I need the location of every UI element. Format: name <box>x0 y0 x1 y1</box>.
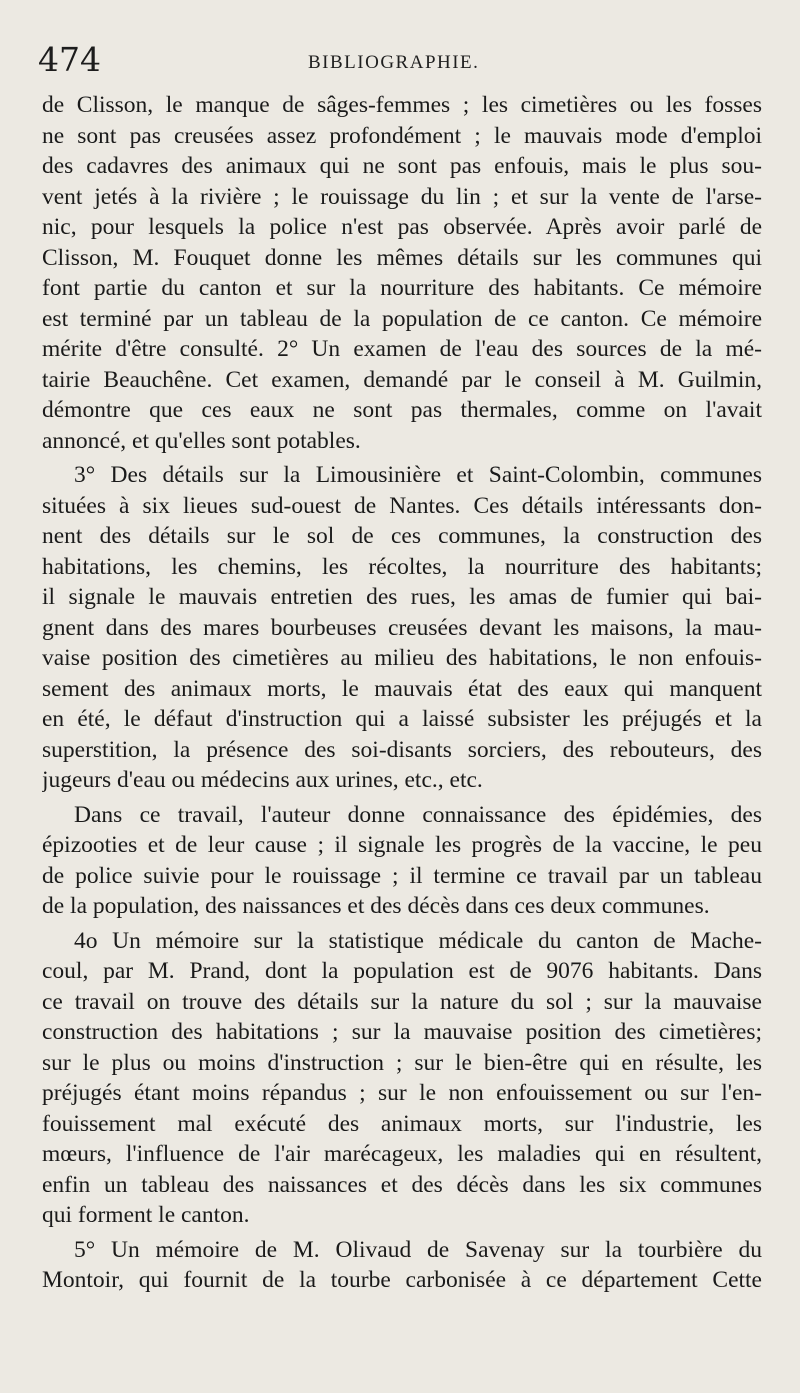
text-line: nent des détails sur le sol de ces communes, la construction des <box>42 523 762 549</box>
paragraph <box>42 1235 762 1296</box>
text-line: font partie du canton et sur la nourriture des habitants. Ce mémoire <box>42 275 762 301</box>
text-line: 4o Un mémoire sur la statistique médicale du canton de Mache- <box>74 927 762 954</box>
text-line: 3° Des détails sur la Limousinière et Saint-Colombin, communes <box>74 462 762 488</box>
text-line: ce travail on trouve des détails sur la nature du sol ; sur la mauvaise <box>42 988 762 1015</box>
text-line: 5° Un mémoire de M. Olivaud de Savenay sur la tourbière du <box>74 1236 762 1263</box>
text-line: fouissement mal exécuté des animaux morts, sur l'industrie, les <box>42 1110 762 1137</box>
text-line: sement des animaux morts, le mauvais état des eaux qui manquent <box>42 675 762 702</box>
paragraph <box>42 90 762 456</box>
text-line: en été, le défaut d'instruction qui a laissé subsister les préjugés et la <box>42 706 762 732</box>
text-line: jugeurs d'eau ou médecins aux urines, etc., etc. <box>42 767 483 793</box>
text-line: mérite d'être consulté. 2° Un examen de l'eau des sources de la mé- <box>42 336 762 362</box>
text-line: annoncé, et qu'elles sont potables. <box>42 427 361 454</box>
text-line: Clisson, M. Fouquet donne les mêmes détails sur les communes qui <box>42 244 762 271</box>
text-line: Dans ce travail, l'auteur donne connaissance des épidémies, des <box>74 801 762 828</box>
text-line: habitations, les chemins, les récoltes, la nourriture des habitants; <box>42 553 762 580</box>
text-line: épizooties et de leur cause ; il signale les progrès de la vaccine, le peu <box>42 832 762 858</box>
text-line: il signale le mauvais entretien des rues, les amas de fumier qui bai- <box>42 584 762 610</box>
running-head: BIBLIOGRAPHIE. <box>308 52 480 73</box>
text-line: coul, par M. Prand, dont la population est de 9076 habitants. Dans <box>42 958 762 984</box>
text-line: ne sont pas creusées assez profondément ; le mauvais mode d'emploi <box>42 122 762 149</box>
text-line: construction des habitations ; sur la mauvaise position des cimetières; <box>42 1019 762 1045</box>
text-line: qui forment le canton. <box>42 1202 250 1228</box>
text-line: Montoir, qui fournit de la tourbe carbonisée à ce département Cette <box>42 1267 762 1293</box>
page-number: 474 <box>38 40 101 79</box>
text-line: gnent dans des mares bourbeuses creusées devant les maisons, la mau- <box>42 614 762 641</box>
text-line: vent jetés à la rivière ; le rouissage du lin ; et sur la vente de l'arse- <box>42 183 762 210</box>
paragraph <box>42 800 762 922</box>
text-line: mœurs, l'influence de l'air marécageux, les maladies qui en résultent, <box>42 1141 762 1167</box>
text-line: tairie Beauchêne. Cet examen, demandé par le conseil à M. Guilmin, <box>42 366 762 393</box>
text-line: des cadavres des animaux qui ne sont pas enfouis, mais le plus sou- <box>42 153 762 179</box>
text-line: de la population, des naissances et des décès dans ces deux communes. <box>42 893 710 919</box>
text-line: enfin un tableau des naissances et des décès dans les six communes <box>42 1171 762 1198</box>
text-line: de police suivie pour le rouissage ; il termine ce travail par un tableau <box>42 862 762 889</box>
text-line: est terminé par un tableau de la population de ce canton. Ce mémoire <box>42 305 762 332</box>
text-line: sur le plus ou moins d'instruction ; sur le bien-être qui en résulte, les <box>42 1049 762 1076</box>
paragraph <box>42 460 762 796</box>
text-line: nic, pour lesquels la police n'est pas observée. Après avoir parlé de <box>42 214 762 240</box>
text-line: démontre que ces eaux ne sont pas thermales, comme on l'avait <box>42 397 762 423</box>
text-line: préjugés étant moins répandus ; sur le non enfouissement ou sur l'en- <box>42 1080 762 1106</box>
text-line: superstition, la présence des soi-disants sorciers, des rebouteurs, des <box>42 736 762 763</box>
text-line: de Clisson, le manque de sâges-femmes ; les cimetières ou les fosses <box>42 92 762 118</box>
text-line: vaise position des cimetières au milieu des habitations, le non enfouis- <box>42 645 762 671</box>
page-header <box>38 40 770 80</box>
body-text <box>42 90 762 1296</box>
paragraph <box>42 926 762 1231</box>
text-line: situées à six lieues sud-ouest de Nantes. Ces détails intéressants don- <box>42 492 762 519</box>
